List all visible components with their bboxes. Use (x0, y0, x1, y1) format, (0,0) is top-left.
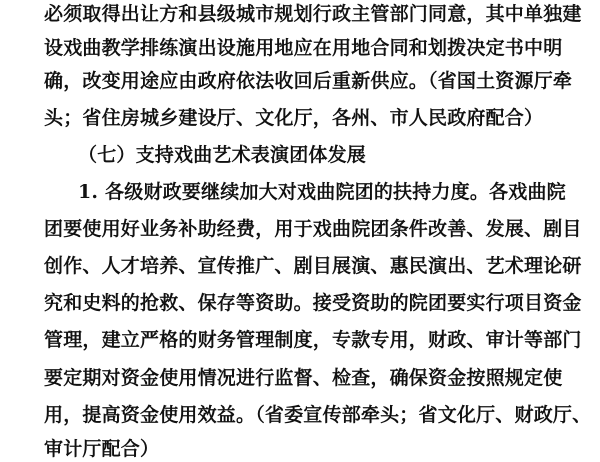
paragraph-2-line-8: 审计厅配合） (44, 438, 160, 460)
paragraph-2-line-6: 要定期对资金使用情况进行监督、检查，确保资金按照规定使 (44, 367, 563, 389)
paragraph-2-line-7: 用，提高资金使用效益。（省委宣传部牵头；省文化厅、财政厅、 (44, 404, 592, 426)
paragraph-2-line-1: 1. 各级财政要继续加大对戏曲院团的扶持力度。各戏曲院 (78, 181, 566, 203)
paragraph-2-line-5: 管理，建立严格的财务管理制度，专款专用，财政、审计等部门 (44, 329, 582, 351)
paragraph-2-line-3: 创作、人才培养、宣传推广、剧目展演、惠民演出、艺术理论研 (44, 255, 582, 277)
section-heading: （七）支持戏曲艺术表演团体发展 (78, 144, 367, 166)
paragraph-1-line-1: 必须取得出让方和县级城市规划行政主管部门同意，其中单独建 (44, 3, 582, 25)
paragraph-2-line-2: 团要使用好业务补助经费，用于戏曲院团条件改善、发展、剧目 (44, 218, 582, 240)
paragraph-2-line-4: 究和史料的抢救、保存等资助。接受资助的院团要实行项目资金 (44, 292, 582, 314)
paragraph-1-line-3: 确，改变用途应由政府依法收回后重新供应。（省国土资源厅牵 (44, 70, 573, 92)
paragraph-1-line-2: 设戏曲教学排练演出设施用地应在用地合同和划拨决定书中明 (44, 37, 563, 59)
paragraph-1-line-4: 头；省住房城乡建设厅、文化厅，各州、市人民政府配合） (44, 107, 544, 129)
